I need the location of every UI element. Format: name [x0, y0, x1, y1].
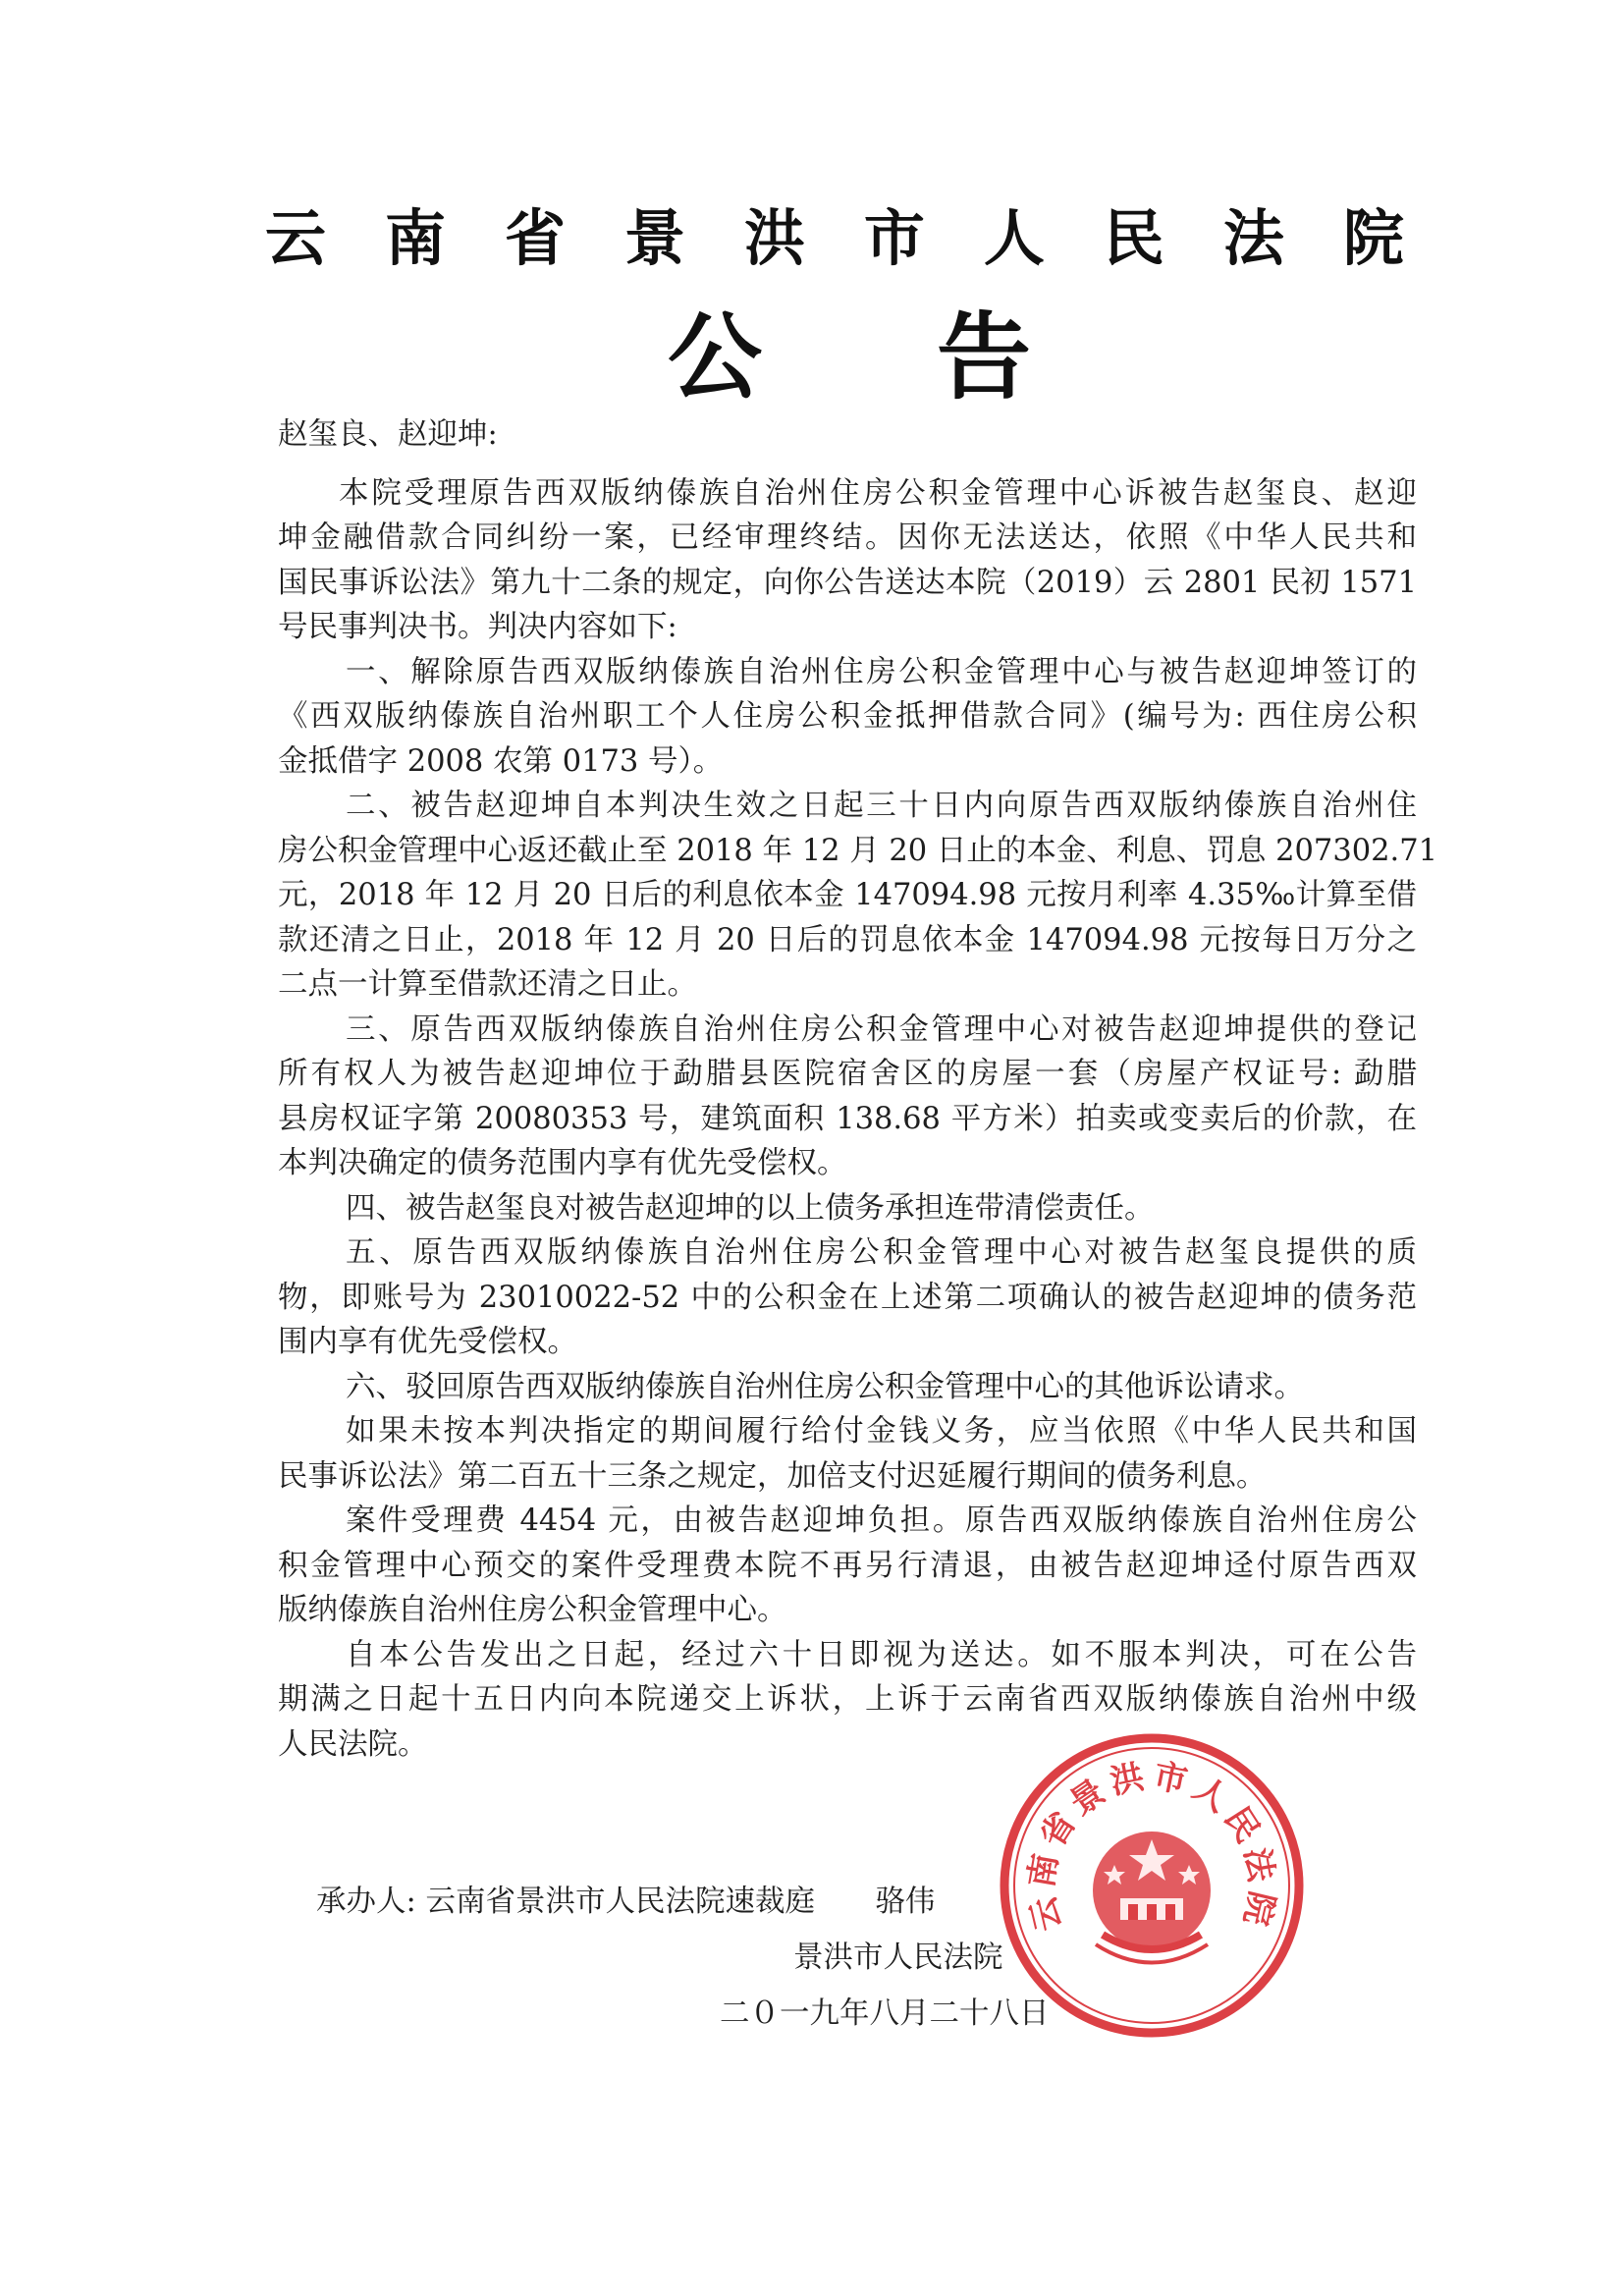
announcement-body	[278, 412, 1438, 1767]
court-signature: 景洪市人民法院	[793, 1941, 1003, 1975]
handler-name: 骆伟	[875, 1885, 936, 1919]
body-line: 民事诉讼法》第二百五十三条之规定，加倍支付迟延履行期间的债务利息。	[278, 1458, 1267, 1494]
body-line: 期满之日起十五日内向本院递交上诉状，上诉于云南省西双版纳傣族自治州中级	[278, 1682, 1417, 1717]
court-title	[265, 201, 1404, 276]
body-line: 如果未按本判决指定的期间履行给付金钱义务，应当依照《中华人民共和国	[346, 1414, 1417, 1449]
body-line: 所有权人为被告赵迎坤位于勐腊县医院宿舍区的房屋一套（房屋产权证号: 勐腊	[278, 1057, 1417, 1091]
body-line: 自本公告发出之日起，经过六十日即视为送达。如不服本判决，可在公告	[346, 1637, 1417, 1672]
document-title	[668, 301, 1031, 414]
body-line: 本判决确定的债务范围内享有优先受偿权。	[278, 1146, 847, 1180]
body-line: 坤金融借款合同纠纷一案，已经审理终结。因你无法送达，依照《中华人民共和	[278, 520, 1417, 555]
body-line: 《西双版纳傣族自治州职工个人住房公积金抵押借款合同》(编号为: 西住房公积	[278, 699, 1417, 734]
body-line: 五、原告西双版纳傣族自治州住房公积金管理中心对被告赵玺良提供的质	[346, 1235, 1417, 1270]
document-title-char: 告	[937, 302, 1031, 412]
court-title-char: 省	[504, 202, 566, 274]
body-line: 国民事诉讼法》第九十二条的规定，向你公告送达本院（2019）云 2801 民初 1571	[278, 565, 1417, 600]
court-title-char: 民	[1103, 202, 1164, 274]
body-line: 物，即账号为 23010022-52 中的公积金在上述第二项确认的被告赵迎坤的债务范	[278, 1280, 1417, 1315]
body-line: 金抵借字 2008 农第 0173 号）。	[278, 743, 724, 779]
addressee: 赵玺良、赵迎坤:	[278, 417, 498, 452]
body-line: 款还清之日止，2018 年 12 月 20 日后的罚息依本金 147094.98 元按每日万分之	[278, 922, 1417, 957]
seal-text: 云南省景洪市人民法院	[1021, 1756, 1282, 1936]
body-line: 县房权证字第 20080353 号，建筑面积 138.68 平方米）拍卖或变卖后的价款，在	[278, 1101, 1417, 1136]
body-line: 四、被告赵玺良对被告赵迎坤的以上债务承担连带清偿责任。	[346, 1190, 1155, 1226]
body-line: 元，2018 年 12 月 20 日后的利息依本金 147094.98 元按月利率 4.35‰计算至借	[278, 878, 1417, 912]
body-line: 三、原告西双版纳傣族自治州住房公积金管理中心对被告赵迎坤提供的登记	[346, 1011, 1417, 1047]
court-title-char: 院	[1342, 202, 1404, 274]
court-title-char: 法	[1222, 202, 1284, 274]
body-line: 二点一计算至借款还清之日止。	[278, 967, 697, 1002]
body-line: 围内享有优先受偿权。	[278, 1325, 577, 1359]
court-title-char: 人	[983, 202, 1045, 274]
body-line: 二、被告赵迎坤自本判决生效之日起三十日内向原告西双版纳傣族自治州住	[346, 789, 1417, 823]
body-line: 人民法院。	[278, 1726, 428, 1762]
body-line: 版纳傣族自治州住房公积金管理中心。	[278, 1593, 787, 1627]
body-line: 本院受理原告西双版纳傣族自治州住房公积金管理中心诉被告赵玺良、赵迎	[339, 475, 1417, 511]
body-lines	[278, 471, 1438, 1768]
handler-label: 承办人: 云南省景洪市人民法院速裁庭	[316, 1885, 815, 1919]
body-line: 一、解除原告西双版纳傣族自治州住房公积金管理中心与被告赵迎坤签订的	[346, 654, 1417, 689]
court-title-char: 洪	[743, 202, 805, 274]
court-title-char: 云	[265, 202, 327, 274]
handler-line	[316, 1880, 935, 1925]
court-title-char: 南	[384, 202, 446, 274]
court-seal-icon	[990, 1723, 1314, 2048]
signature-date: 二０一九年八月二十八日	[720, 1996, 1050, 2031]
court-title-char: 市	[863, 202, 925, 274]
document-title-char: 公	[668, 302, 762, 412]
body-line: 案件受理费 4454 元，由被告赵迎坤负担。原告西双版纳傣族自治州住房公	[346, 1503, 1417, 1538]
body-line: 号民事判决书。判决内容如下:	[278, 610, 677, 644]
body-line: 积金管理中心预交的案件受理费本院不再另行清退，由被告赵迎坤迳付原告西双	[278, 1548, 1417, 1583]
body-line: 房公积金管理中心返还截止至 2018 年 12 月 20 日止的本金、利息、罚息 207302.71	[278, 833, 1438, 868]
body-line: 六、驳回原告西双版纳傣族自治州住房公积金管理中心的其他诉讼请求。	[346, 1369, 1304, 1404]
court-title-char: 景	[623, 202, 685, 274]
